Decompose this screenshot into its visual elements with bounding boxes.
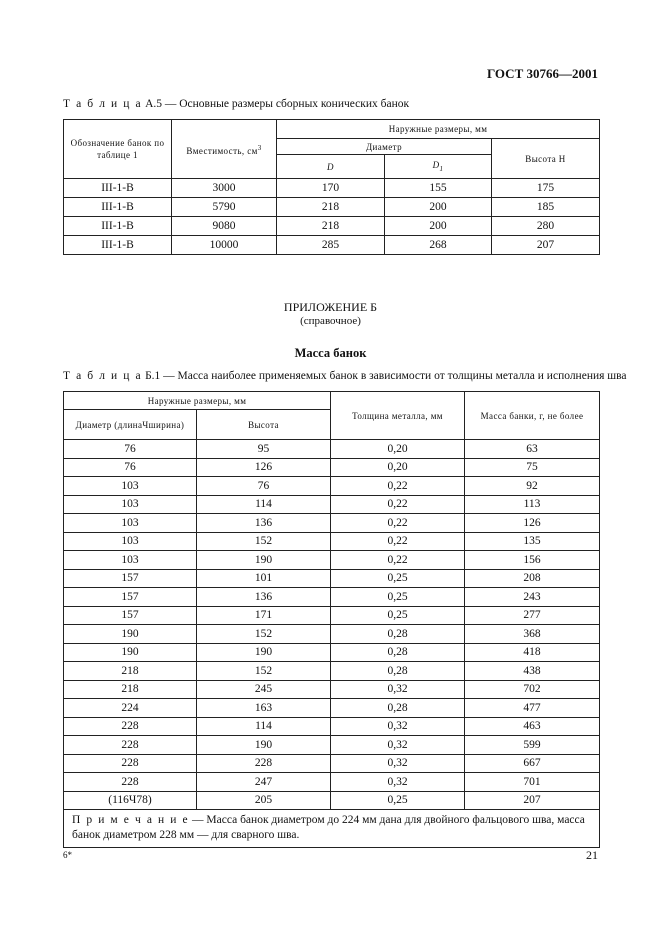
table-b1-row-cell: 190 (64, 643, 197, 662)
table-b1-body (64, 440, 600, 810)
appendix-title: ПРИЛОЖЕНИЕ Б (283, 300, 378, 314)
table-b1-header-mass: Масса банки, г, не более (465, 392, 600, 440)
table-a5-row-cell: 175 (492, 179, 600, 198)
table-b1-row (64, 717, 600, 736)
table-a5-header-height: Высота H (492, 139, 600, 179)
table-a5-row-cell: 268 (385, 236, 492, 255)
table-b1-row-cell: 103 (64, 532, 197, 551)
table-b1-row-cell: 171 (197, 606, 331, 625)
table-b1-row-cell: 113 (465, 495, 600, 514)
table-b1-row-cell: 599 (465, 736, 600, 755)
table-b1-row-cell: 0,25 (331, 791, 465, 810)
table-b1-row-cell: 157 (64, 569, 197, 588)
table-b1-row-cell: 0,25 (331, 606, 465, 625)
table-b1-header-diameter: Диаметр (длинаЧширина) (64, 410, 197, 440)
table-b1-row-cell: 0,20 (331, 440, 465, 459)
table-a5-row-cell: 285 (277, 236, 385, 255)
table-b1-row-cell: 0,20 (331, 458, 465, 477)
table-b1-row-cell: 0,22 (331, 551, 465, 570)
table-b1-row-cell: 101 (197, 569, 331, 588)
table-b1-header-height: Высота (197, 410, 331, 440)
table-b1-row-cell: 438 (465, 662, 600, 681)
table-a5-row-cell: III-1-В (64, 217, 172, 236)
table-b1-row-cell: 243 (465, 588, 600, 607)
table-b1-row (64, 569, 600, 588)
table-a5-row (64, 217, 600, 236)
table-a5-row-cell: 9080 (172, 217, 277, 236)
table-b1-row (64, 662, 600, 681)
table-b1-note-text: — Масса банок диаметром до 224 мм дана для двойного фальцового шва, масса банок диаметром 228 мм — для сварного шва. (72, 814, 585, 841)
table-b1-row-cell: 0,32 (331, 717, 465, 736)
table-b1-row-cell: 0,25 (331, 588, 465, 607)
table-b1-row-cell: 701 (465, 773, 600, 792)
table-a5-row-cell: 200 (385, 198, 492, 217)
table-a5-row-cell: 3000 (172, 179, 277, 198)
table-a5-row-cell: 5790 (172, 198, 277, 217)
table-b1-row-cell: 0,22 (331, 477, 465, 496)
table-b1-row-cell: 114 (197, 495, 331, 514)
table-b1-row (64, 477, 600, 496)
table-a5-row-cell: 218 (277, 198, 385, 217)
table-b1-row (64, 680, 600, 699)
table-a5-header-outer: Наружные размеры, мм (277, 120, 600, 139)
table-b1-row (64, 643, 600, 662)
document-code: ГОСТ 30766—2001 (486, 66, 598, 81)
table-b1-row (64, 754, 600, 773)
table-b1-row-cell: 103 (64, 514, 197, 533)
table-a5-header-capacity-sup: 3 (257, 143, 262, 152)
table-a5-caption-text: А.5 — Основные размеры сборных конических банок (145, 98, 410, 110)
table-b1-note (64, 810, 600, 848)
table-b1-row-cell: 95 (197, 440, 331, 459)
table-a5-row (64, 236, 600, 255)
table-b1-row-cell: 136 (197, 514, 331, 533)
table-b1-row-cell: 228 (64, 717, 197, 736)
table-b1-row-cell: 208 (465, 569, 600, 588)
table-b1-row-cell: 75 (465, 458, 600, 477)
table-a5-row-cell: 207 (492, 236, 600, 255)
table-b1-caption (63, 370, 627, 382)
table-b1-row (64, 625, 600, 644)
table-b1 (63, 391, 600, 848)
table-b1-row-cell: 152 (197, 532, 331, 551)
footer-mark: 6* (63, 850, 72, 860)
table-b1-row (64, 736, 600, 755)
table-a5-row-cell: 280 (492, 217, 600, 236)
table-b1-row-cell: 477 (465, 699, 600, 718)
table-b1-row-cell: 218 (64, 680, 197, 699)
table-b1-row-cell: 702 (465, 680, 600, 699)
table-b1-caption-label: Т а б л и ц а (63, 370, 143, 382)
table-b1-row-cell: 228 (64, 773, 197, 792)
table-a5-row (64, 198, 600, 217)
table-a5-row-cell: 185 (492, 198, 600, 217)
table-a5-header-d1-sub: 1 (439, 164, 444, 173)
table-b1-row-cell: 163 (197, 699, 331, 718)
table-b1-row-cell: 136 (197, 588, 331, 607)
table-b1-row (64, 532, 600, 551)
table-b1-row-cell: 0,28 (331, 662, 465, 681)
table-b1-row-cell: 224 (64, 699, 197, 718)
table-b1-row-cell: 126 (197, 458, 331, 477)
table-b1-row-cell: 157 (64, 588, 197, 607)
table-b1-row-cell: 0,32 (331, 773, 465, 792)
table-a5-row-cell: III-1-В (64, 236, 172, 255)
table-a5-caption (63, 98, 409, 110)
table-a5-row-cell: 218 (277, 217, 385, 236)
table-b1-row-cell: 190 (64, 625, 197, 644)
table-a5-row-cell: 170 (277, 179, 385, 198)
table-a5-body (64, 179, 600, 255)
table-b1-row-cell: 103 (64, 551, 197, 570)
table-b1-row-cell: 0,28 (331, 643, 465, 662)
table-b1-row-cell: (116Ч78) (64, 791, 197, 810)
table-b1-row-cell: 0,32 (331, 736, 465, 755)
table-a5-row-cell: 10000 (172, 236, 277, 255)
table-b1-row-cell: 368 (465, 625, 600, 644)
table-b1-row-cell: 126 (465, 514, 600, 533)
table-a5-header-d1-label: D (432, 159, 440, 170)
table-b1-row-cell: 103 (64, 477, 197, 496)
table-b1-row (64, 773, 600, 792)
table-b1-row-cell: 0,22 (331, 514, 465, 533)
table-a5-header-d: D (277, 155, 385, 179)
table-b1-header-thickness: Толщина металла, мм (331, 392, 465, 440)
table-b1-note-label: П р и м е ч а н и е (72, 814, 190, 826)
table-b1-row-cell: 0,28 (331, 625, 465, 644)
table-b1-row (64, 514, 600, 533)
table-b1-row-cell: 418 (465, 643, 600, 662)
table-b1-row-cell: 463 (465, 717, 600, 736)
table-a5-caption-label: Т а б л и ц а (63, 98, 143, 110)
table-b1-row-cell: 228 (64, 754, 197, 773)
table-b1-row (64, 440, 600, 459)
table-b1-row-cell: 0,25 (331, 569, 465, 588)
table-a5-row-cell: 200 (385, 217, 492, 236)
table-b1-row (64, 606, 600, 625)
section-title: Масса банок (294, 346, 367, 360)
table-b1-row-cell: 228 (64, 736, 197, 755)
table-b1-row-cell: 76 (197, 477, 331, 496)
table-b1-caption-text: Б.1 — Масса наиболее применяемых банок в зависимости от толщины металла и исполнения шва (145, 370, 627, 382)
table-b1-row-cell: 0,22 (331, 495, 465, 514)
table-b1-row-cell: 0,22 (331, 532, 465, 551)
table-b1-row-cell: 245 (197, 680, 331, 699)
table-b1-row-cell: 114 (197, 717, 331, 736)
table-b1-row-cell: 667 (465, 754, 600, 773)
table-b1-row (64, 458, 600, 477)
table-b1-row (64, 699, 600, 718)
table-b1-row (64, 495, 600, 514)
table-a5-row-cell: III-1-В (64, 179, 172, 198)
table-b1-row-cell: 218 (64, 662, 197, 681)
table-b1-header-outer: Наружные размеры, мм (64, 392, 331, 410)
table-b1-row-cell: 277 (465, 606, 600, 625)
table-b1-row-cell: 228 (197, 754, 331, 773)
table-b1-row (64, 588, 600, 607)
table-b1-row-cell: 207 (465, 791, 600, 810)
table-b1-row (64, 551, 600, 570)
appendix-subtitle: (справочное) (300, 315, 361, 327)
table-a5-header-designation: Обозначение банок по таблице 1 (64, 120, 172, 179)
table-a5 (63, 119, 600, 255)
table-b1-row-cell: 156 (465, 551, 600, 570)
table-b1-row-cell: 92 (465, 477, 600, 496)
table-b1-row-cell: 76 (64, 458, 197, 477)
table-b1-row-cell: 190 (197, 643, 331, 662)
table-a5-row (64, 179, 600, 198)
table-a5-header-diameter: Диаметр (277, 139, 492, 155)
table-b1-row-cell: 0,28 (331, 699, 465, 718)
table-b1-row-cell: 247 (197, 773, 331, 792)
table-b1-row-cell: 190 (197, 551, 331, 570)
table-b1-row-cell: 190 (197, 736, 331, 755)
table-a5-header-capacity (172, 120, 277, 179)
table-b1-row-cell: 205 (197, 791, 331, 810)
table-b1-row-cell: 63 (465, 440, 600, 459)
table-a5-header-d1 (385, 155, 492, 179)
table-a5-row-cell: 155 (385, 179, 492, 198)
table-a5-header-capacity-label: Вместимость, см (186, 145, 258, 156)
table-a5-row-cell: III-1-В (64, 198, 172, 217)
table-b1-row-cell: 0,32 (331, 680, 465, 699)
table-b1-row-cell: 152 (197, 625, 331, 644)
table-b1-row-cell: 103 (64, 495, 197, 514)
table-b1-row-cell: 135 (465, 532, 600, 551)
table-b1-row (64, 791, 600, 810)
table-b1-row-cell: 157 (64, 606, 197, 625)
table-b1-row-cell: 76 (64, 440, 197, 459)
table-b1-row-cell: 0,32 (331, 754, 465, 773)
table-b1-row-cell: 152 (197, 662, 331, 681)
page-number: 21 (586, 848, 598, 862)
